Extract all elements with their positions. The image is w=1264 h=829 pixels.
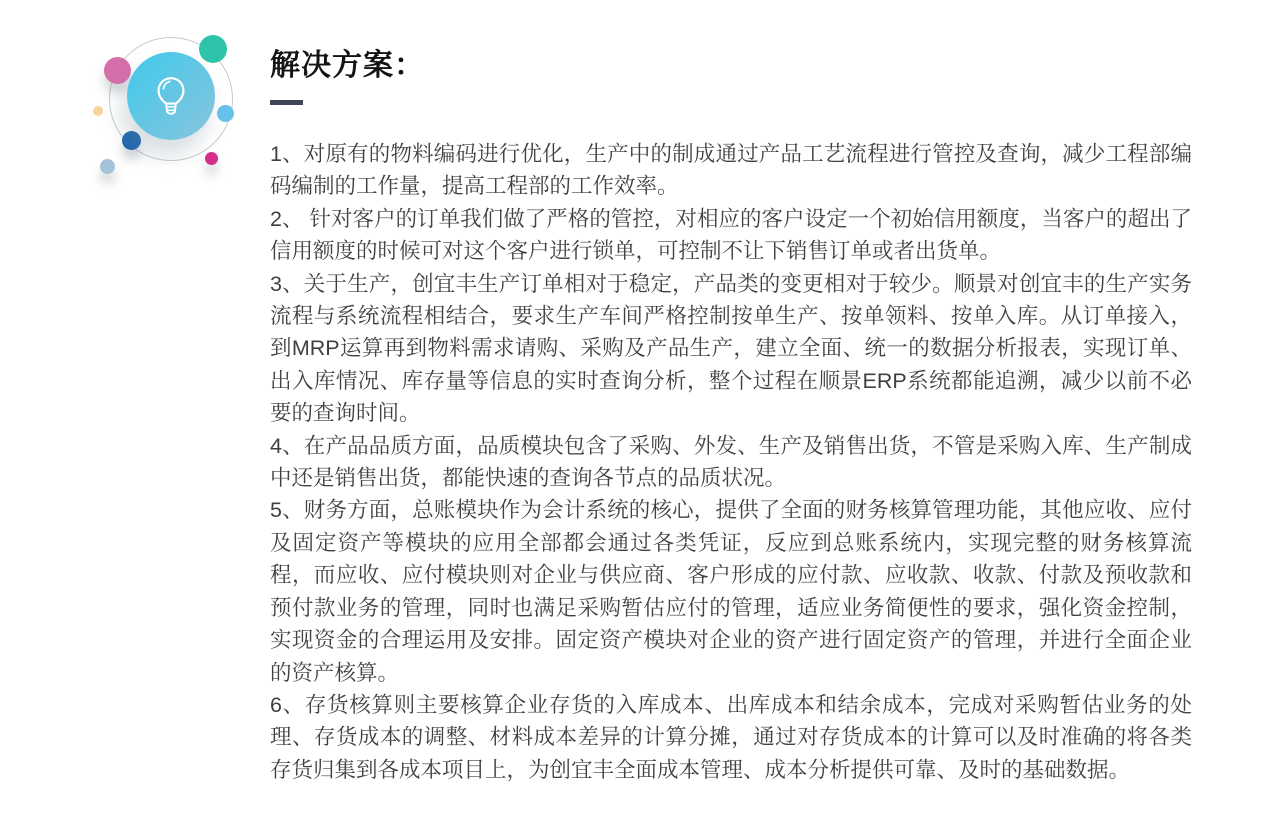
lightbulb-icon (144, 69, 198, 123)
solution-paragraph: 6、存货核算则主要核算企业存货的入库成本、出库成本和结余成本，完成对采购暂估业务的处理、存货成本的调整、材料成本差异的计算分摊，通过对存货成本的计算可以及时准确的将各类存货归集到各成本项目上，为创宜丰全面成本管理、成本分析提供可靠、及时的基础数据。 (270, 692, 1192, 782)
teal-dot (199, 35, 227, 63)
yellow-dot (93, 106, 103, 116)
solution-text (270, 138, 1192, 786)
magenta-dot (205, 152, 218, 165)
section-title: 解决方案： (270, 49, 425, 82)
pink-dot (104, 57, 131, 84)
solution-section (270, 48, 1192, 786)
solution-paragraph: 5、财务方面，总账模块作为会计系统的核心，提供了全面的财务核算管理功能，其他应收、应付及固定资产等模块的应用全部都会通过各类凭证，反应到总账系统内，实现完整的财务核算流程，而应收、应付模块则对企业与供应商、客户形成的应付款、应收款、收款、付款及预收款和预付款业务的管理，同时也满足采购暂估应付的管理，适应业务简便性的要求，强化资金控制，实现资金的合理运用及安排。固定资产模块对企业的资产进行固定资产的管理，并进行全面企业的资产核算。 (270, 498, 1192, 685)
lightbulb-decoration (85, 25, 245, 195)
solution-paragraph: 3、关于生产，创宜丰生产订单相对于稳定，产品类的变更相对于较少。顺景对创宜丰的生产实务流程与系统流程相结合，要求生产车间严格控制按单生产、按单领料、按单入库。从订单接入，到MRP运算再到物料需求请购、采购及产品生产，建立全面、统一的数据分析报表，实现订单、出入库情况、库存量等信息的实时查询分析，整个过程在顺景ERP系统都能追溯，减少以前不必要的查询时间。 (270, 271, 1192, 426)
dark-blue-dot (122, 131, 141, 150)
muted-blue-dot (100, 159, 115, 174)
solution-paragraph: 2、 针对客户的订单我们做了严格的管控，对相应的客户设定一个初始信用额度，当客户的超出了信用额度的时候可对这个客户进行锁单，可控制不让下销售订单或者出货单。 (270, 206, 1192, 264)
solution-paragraph: 1、对原有的物料编码进行优化，生产中的制成通过产品工艺流程进行管控及查询，减少工程部编码编制的工作量，提高工程部的工作效率。 (270, 142, 1192, 199)
lightbulb-circle (127, 52, 215, 140)
solution-paragraph: 4、在产品品质方面，品质模块包含了采购、外发、生产及销售出货，不管是采购入库、生产制成中还是销售出货，都能快速的查询各节点的品质状况。 (270, 433, 1192, 491)
sky-blue-dot (217, 105, 234, 122)
title-underline (270, 100, 303, 105)
